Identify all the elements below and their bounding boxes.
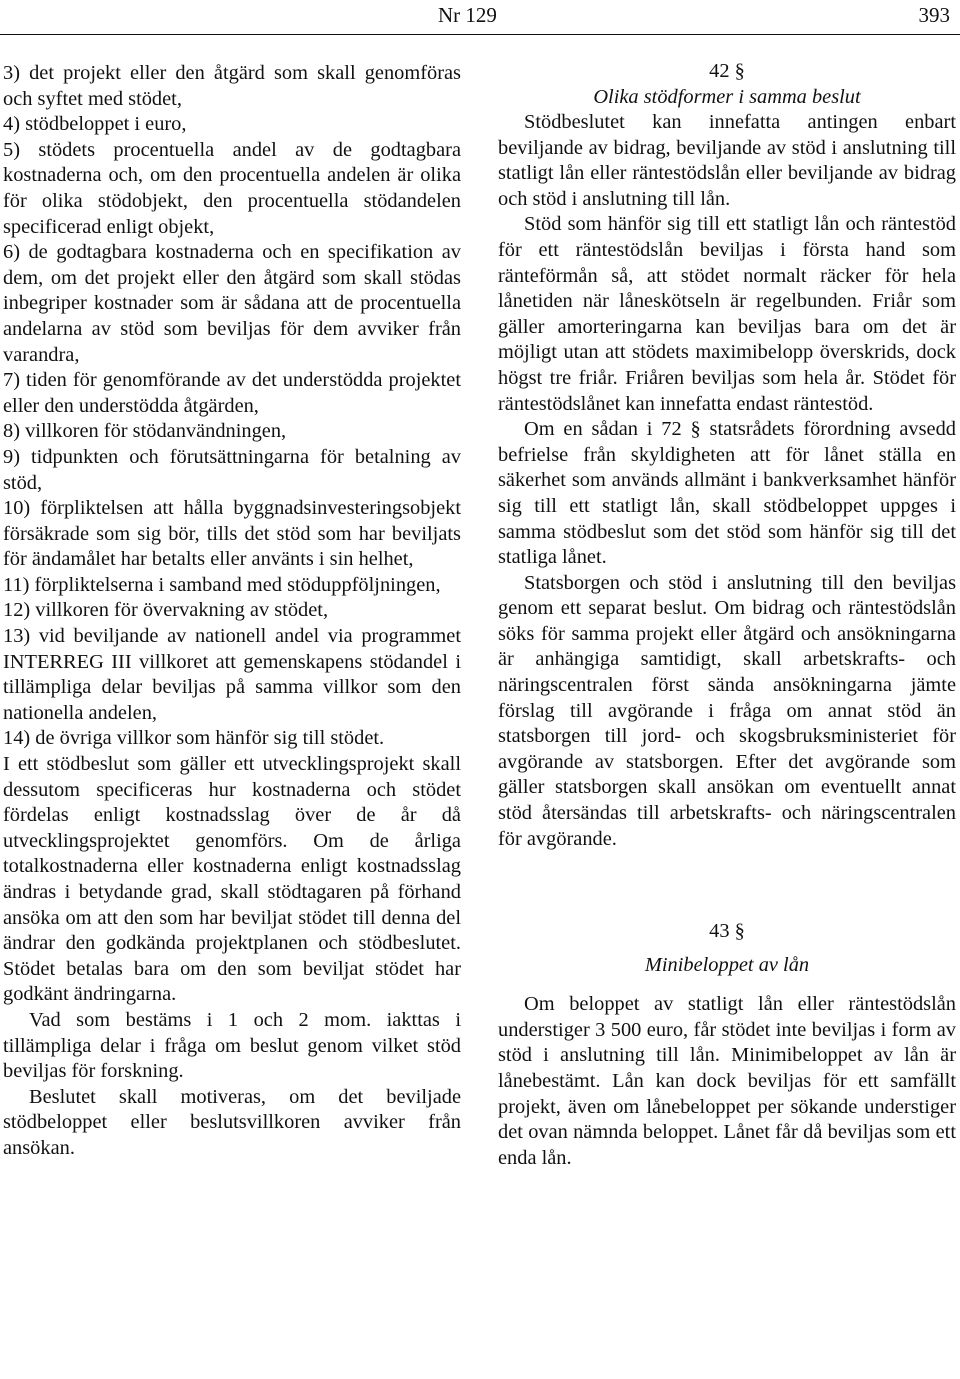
left-paragraph: 12) villkoren för övervakning av stödet, [3, 599, 329, 622]
section-42-paragraph: Statsborgen och stöd i anslutning till den beviljas genom ett separat beslut. Om bidrag och räntestödslån söks för samma projekt eller åtgärd och ansökningarna är anhängiga samtidigt, skall arbetskrafts- och näringscentralen först sända ansökningarna jämte förslag till avgörande i fråga om annat stöd än statsborgen till jord- och skogsbruksministeriet för avgörande av statsborgen. Efter det avgörande som gäller statsborgen skall ansökan om eventuellt annat stöd återsändas till arbetskrafts- och näringscentralen för avgörande. [498, 571, 956, 850]
left-paragraph: 13) vid beviljande av nationell andel via programmet INTERREG III villkoret att gemenskapens stödandel i tillämpliga delar beviljas på samma villkor som den nationella andelen, [3, 625, 461, 724]
issue-number: Nr 129 [438, 3, 497, 27]
header-rule [0, 34, 960, 35]
section-42-paragraph: Stöd som hänför sig till ett statligt lån och räntestöd för ett räntestödslån beviljas i första hand som ränteförmån så, att stödet normalt räcker för hela lånetiden när låneskötseln är regelbunden. Friår som gäller amorteringarna kan beviljas bara om det är möjligt utan att stödets maximibelopp överskrids, dock högst tre friår. Friåren beviljas som hela år. Stödet för räntestödslånet kan innefatta endast räntestöd. [498, 213, 956, 415]
page-header [0, 0, 960, 40]
left-column [3, 61, 461, 1162]
left-paragraph: Vad som bestäms i 1 och 2 mom. iakttas i tillämpliga delar i fråga om beslut genom vilket stöd beviljas för forskning. [3, 1008, 461, 1083]
left-paragraph: Beslutet skall motiveras, om det beviljade stödbeloppet eller beslutsvillkoren avviker från ansökan. [3, 1085, 461, 1159]
left-paragraph: 6) de godtagbara kostnaderna och en specifikation av dem, om det projekt eller den åtgärd som skall stödas inbegriper kostnader som är sådana att de procentuella andelarna av stöd som beviljas för dem avviker från varandra, [3, 241, 461, 366]
page-number: 393 [918, 3, 950, 27]
left-paragraph: 5) stödets procentuella andel av de godtagbara kostnaderna och, om den procentuella andelen är olika för olika stödobjekt, den procentuella stödandelen specificerad enligt objekt, [3, 138, 461, 238]
section-43-paragraph: Om beloppet av statligt lån eller räntestödslån understiger 3 500 euro, får stödet inte beviljas i form av stöd i anslutning till lån. Minimibeloppet av lån är lånebestämt. Lån kan dock beviljas för ett samfällt projekt, även om lånebeloppet per sökande understiger det ovan nämnda beloppet. Lånet får då beviljas som ett enda lån. [498, 993, 956, 1169]
left-paragraph: 8) villkoren för stödanvändningen, [3, 420, 287, 443]
title-spacer [498, 944, 956, 952]
left-paragraph: 9) tidpunkten och förutsättningarna för betalning av stöd, [3, 445, 461, 494]
left-paragraph: 10) förpliktelsen att hålla byggnadsinvesteringsobjekt försäkrade som sig bör, tills det stöd som har beviljats för ändamålet har betalts eller använts i sin helhet, [3, 497, 461, 571]
section-42-number: 42 § [709, 60, 745, 82]
left-paragraph: 11) förpliktelserna i samband med stöduppföljningen, [3, 573, 441, 596]
right-column [498, 58, 956, 1171]
section-42-paragraph: Stödbeslutet kan innefatta antingen enbart beviljande av bidrag, beviljande av stöd i anslutning till statligt lån eller räntestödslån eller beviljande av bidrag och stöd i anslutning till lån. [498, 111, 956, 210]
left-paragraph: 3) det projekt eller den åtgärd som skall genomföras och syftet med stödet, [3, 62, 461, 110]
left-paragraph: 7) tiden för genomförande av det understödda projektet eller den understödda åtgärden, [3, 369, 461, 417]
body-spacer [498, 978, 956, 992]
section-42-paragraph: Om en sådan i 72 § statsrådets förordning avsedd befrielse från skyldigheten att för lånet ställa en säkerhet som används allmänt i bankverksamhet hänför sig till ett statligt lån, skall stödbeloppet uppges i samma stödbeslut som det stöd som hänför sig till det statliga lånet. [498, 418, 956, 569]
section-spacer [498, 852, 956, 918]
section-43-title: Minibeloppet av lån [644, 954, 810, 977]
section-42-title: Olika stödformer i samma beslut [593, 86, 861, 108]
left-paragraph: 4) stödbeloppet i euro, [3, 113, 187, 136]
section-43-number: 43 § [709, 920, 745, 943]
left-paragraph: 14) de övriga villkor som hänför sig till stödet. [3, 727, 385, 750]
left-paragraph: I ett stödbeslut som gäller ett utvecklingsprojekt skall dessutom specificeras hur kostnaderna och stödet fördelas enligt kostnadsslag över de år då utvecklingsprojektet genomförs. Om de årliga totalkostnaderna eller kostnaderna enligt kostnadsslag ändras i betydande grad, skall stödtagaren på förhand ansöka om att den som har beviljat stödet till denna del ändrar den godkända projektplanen och stödbeslutet. Stödet betalas bara om den som beviljat stödet har godkänt ändringarna. [3, 753, 461, 1006]
